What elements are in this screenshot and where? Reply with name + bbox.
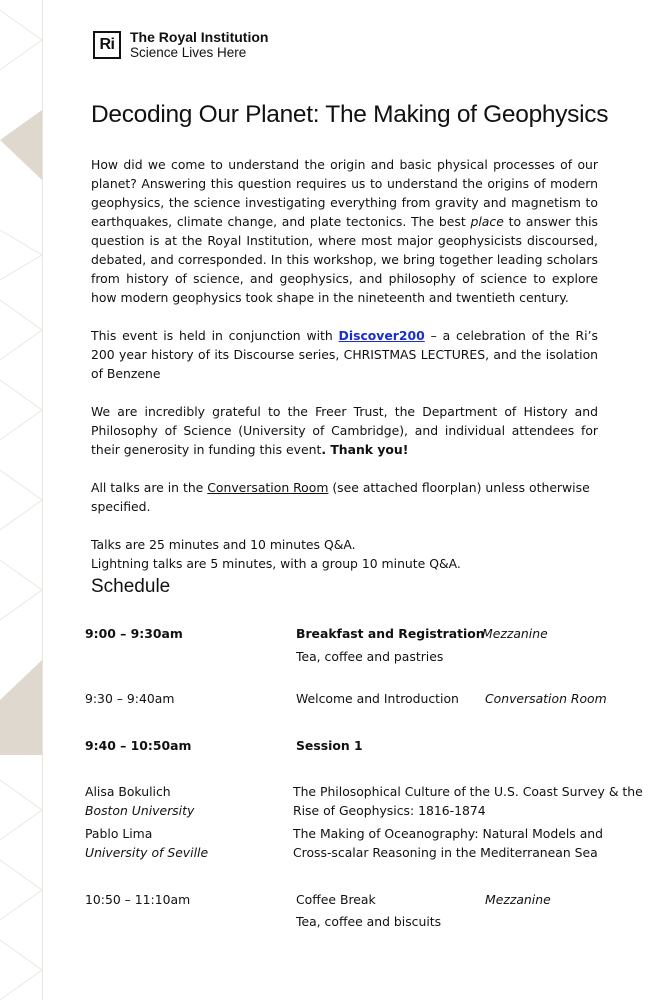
intro-paragraph-2: This event is held in conjunction with Discover200 – a celebration of the Ri’s 200 year history of its Discourse series, CHRISTMAS LECTURES, and the isolation of Benzene <box>91 328 598 381</box>
beige-triangle-bottom <box>0 660 42 755</box>
schedule-heading: Schedule <box>91 576 171 597</box>
decorative-margin-pattern <box>0 0 42 1000</box>
coffee-time: 10:50 – 11:10am <box>85 892 191 907</box>
logo-text <box>130 30 268 60</box>
session1-time: 9:40 – 10:50am <box>85 738 192 753</box>
conversation-room-link[interactable]: Conversation Room <box>207 480 329 495</box>
intro-text <box>91 155 598 592</box>
breakfast-location: Mezzanine <box>482 626 548 641</box>
breakfast-detail: Tea, coffee and pastries <box>296 649 444 664</box>
discover200-link[interactable]: Discover200 <box>338 328 425 343</box>
ri-logo-mark: Ri <box>93 31 121 59</box>
org-name: The Royal Institution <box>130 29 269 45</box>
org-tagline: Science Lives Here <box>130 45 247 60</box>
talk1-affiliation: Boston University <box>85 803 195 818</box>
talk2-affiliation: University of Seville <box>85 845 209 860</box>
ri-logo <box>93 30 268 60</box>
breakfast-title: Breakfast and Registration <box>296 626 485 641</box>
welcome-time: 9:30 – 9:40am <box>85 691 175 706</box>
coffee-detail: Tea, coffee and biscuits <box>296 914 442 929</box>
intro-paragraph-4: All talks are in the Conversation Room (see attached floorplan) unless otherwise specified. <box>91 480 590 514</box>
intro-paragraph-5: Talks are 25 minutes and 10 minutes Q&A. Lightning talks are 5 minutes, with a group 10 minute Q&A. <box>91 537 461 571</box>
page-title: Decoding Our Planet: The Making of Geophysics <box>91 101 609 128</box>
session1-title: Session 1 <box>296 738 363 753</box>
talk2-title-line2: Cross-scalar Reasoning in the Mediterranean Sea <box>293 845 598 860</box>
intro-paragraph-1: How did we come to understand the origin and basic physical processes of our planet? Answering this question requires us to understand the origins of modern geophysics, the science investigating everything from gravity and magnetism to earthquakes, climate change, and plate tectonics. The best place to answer this question is at the Royal Institution, where most major geophysicists discoursed, debated, and corresponded. In this workshop, we bring together leading scholars from history of science, and geophysics, and philosophy of science to explore how modern geophysics took shape in the nineteenth and twentieth century. <box>91 157 598 305</box>
thank-you: . Thank you! <box>321 442 409 457</box>
breakfast-time: 9:00 – 9:30am <box>85 626 183 641</box>
beige-triangle-top <box>0 110 42 180</box>
welcome-title: Welcome and Introduction <box>296 691 459 706</box>
coffee-title: Coffee Break <box>296 892 376 907</box>
coffee-location: Mezzanine <box>485 892 551 907</box>
talk1-title-line1: The Philosophical Culture of the U.S. Coast Survey & the <box>293 784 643 799</box>
margin-divider <box>42 0 43 1000</box>
talk2-title-line1: The Making of Oceanography: Natural Models and <box>293 826 604 841</box>
welcome-location: Conversation Room <box>485 691 607 706</box>
talk2-speaker: Pablo Lima <box>85 826 153 841</box>
talk1-speaker: Alisa Bokulich <box>85 784 171 799</box>
intro-paragraph-3: We are incredibly grateful to the Freer Trust, the Department of History and Philosophy of Science (University of Cambridge), and individual attendees for their generosity in funding this event. Thank you! <box>91 404 598 457</box>
talk1-title-line2: Rise of Geophysics: 1816-1874 <box>293 803 486 818</box>
